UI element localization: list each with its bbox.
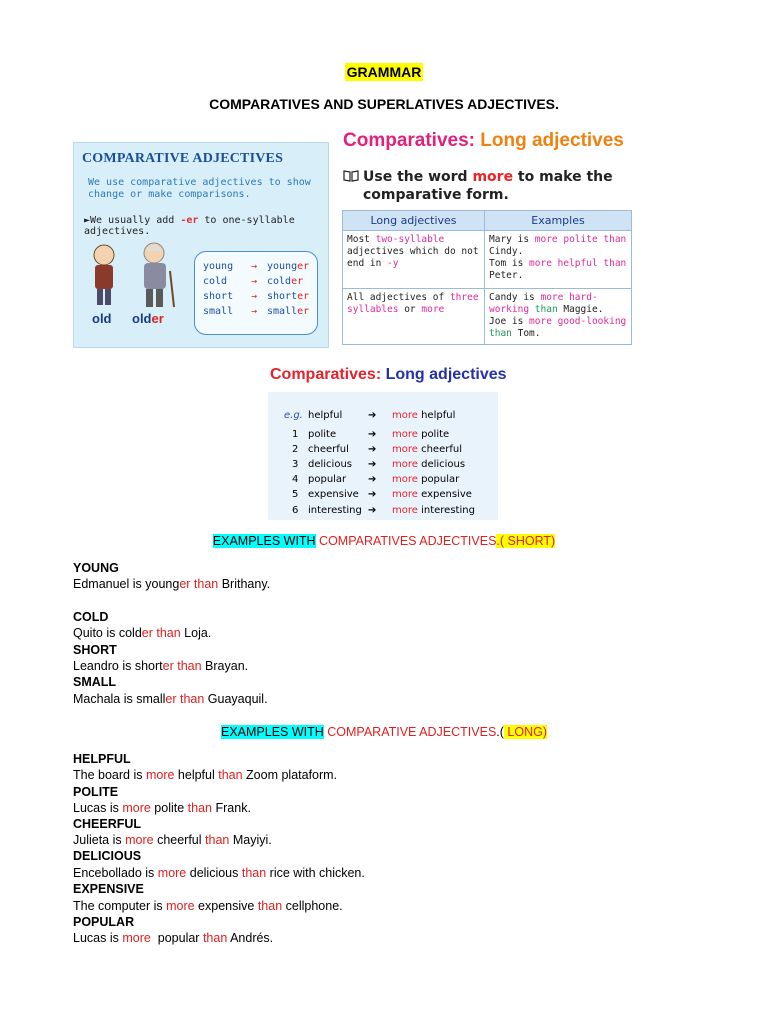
card1-heading: COMPARATIVE ADJECTIVES (82, 151, 284, 166)
example-heading: YOUNG (73, 561, 119, 575)
long-section-heading: EXAMPLES WITH COMPARATIVE ADJECTIVES.( LONG) (221, 725, 547, 739)
list-item: 2 cheerful ➔ more cheerful (292, 444, 462, 455)
older-label: older (132, 311, 164, 326)
example-heading: SMALL (73, 675, 117, 689)
example-sentence: The board is more helpful than Zoom plataform. (73, 768, 338, 782)
example-sentence: Julieta is more cheerful than Mayiyi. (73, 833, 272, 847)
card2-instruction: Use the word more to make the comparative form. (343, 168, 643, 204)
example-sentence: Leandro is shorter than Brayan. (73, 659, 249, 673)
old-man-icon (132, 241, 180, 311)
example-heading: HELPFUL (73, 752, 131, 766)
example-sentence: Edmanuel is younger than Brithany. (73, 577, 271, 591)
table-cell: Most two-syllable adjectives which do not end in -y (343, 231, 485, 289)
list-item: 5 expensive ➔ more expensive (292, 489, 472, 500)
example-heading: CHEERFUL (73, 817, 142, 831)
example-sentence: Quito is colder than Loja. (73, 626, 212, 640)
list-item: 3 delicious ➔ more delicious (292, 459, 466, 470)
long-adjectives-table-image (341, 126, 627, 350)
example-heading: POLITE (73, 785, 119, 799)
book-icon (343, 170, 359, 182)
example-sentence: Machala is smaller than Guayaquil. (73, 692, 268, 706)
example-sentence: Encebollado is more delicious than rice with chicken. (73, 866, 365, 880)
list-item: 4 popular ➔ more popular (292, 474, 460, 485)
word-row: cold → colder (203, 276, 304, 287)
word-row: short → shorter (203, 291, 310, 302)
table-header: Examples (485, 211, 632, 231)
example-sentence: The computer is more expensive than cellphone. (73, 899, 343, 913)
document-title: GRAMMAR (346, 64, 422, 80)
document-subtitle: COMPARATIVES AND SUPERLATIVES ADJECTIVES. (209, 96, 559, 112)
list-item: 6 interesting ➔ more interesting (292, 505, 475, 516)
young-man-icon (86, 243, 122, 309)
list-item: 1 polite ➔ more polite (292, 429, 450, 440)
table-cell: Candy is more hard-working than Maggie. Joe is more good-looking than Tom. (485, 289, 632, 345)
old-label: old (92, 311, 112, 326)
comparative-adjectives-image (73, 142, 329, 348)
example-sentence: Lucas is more popular than Andrés. (73, 931, 274, 945)
card2-heading: Comparatives: Long adjectives (343, 130, 624, 151)
list-item: e.g. helpful ➔ more helpful (284, 410, 456, 421)
word-list-box (194, 251, 318, 335)
table-header: Long adjectives (343, 211, 485, 231)
example-heading: POPULAR (73, 915, 135, 929)
example-sentence: Lucas is more polite than Frank. (73, 801, 251, 815)
long-adjectives-list-image (268, 392, 498, 520)
example-heading: EXPENSIVE (73, 882, 144, 896)
card3-title: Comparatives: Long adjectives (270, 366, 507, 383)
example-heading: DELICIOUS (73, 849, 142, 863)
card1-rule: ►We usually add -er to one-syllable adjectives. (84, 215, 295, 237)
table-cell: All adjectives of three syllables or more (343, 289, 485, 345)
card1-text: We use comparative adjectives to show change or make comparisons. (88, 177, 311, 200)
word-row: young → younger (203, 261, 310, 272)
short-section-heading: EXAMPLES WITH COMPARATIVES ADJECTIVES.( SHORT) (212, 534, 556, 548)
word-row: small → smaller (203, 306, 310, 317)
example-heading: SHORT (73, 643, 117, 657)
table-cell: Mary is more polite than Cindy. Tom is more helpful than Peter. (485, 231, 632, 289)
example-heading: COLD (73, 610, 109, 624)
long-adjectives-table (342, 210, 632, 345)
